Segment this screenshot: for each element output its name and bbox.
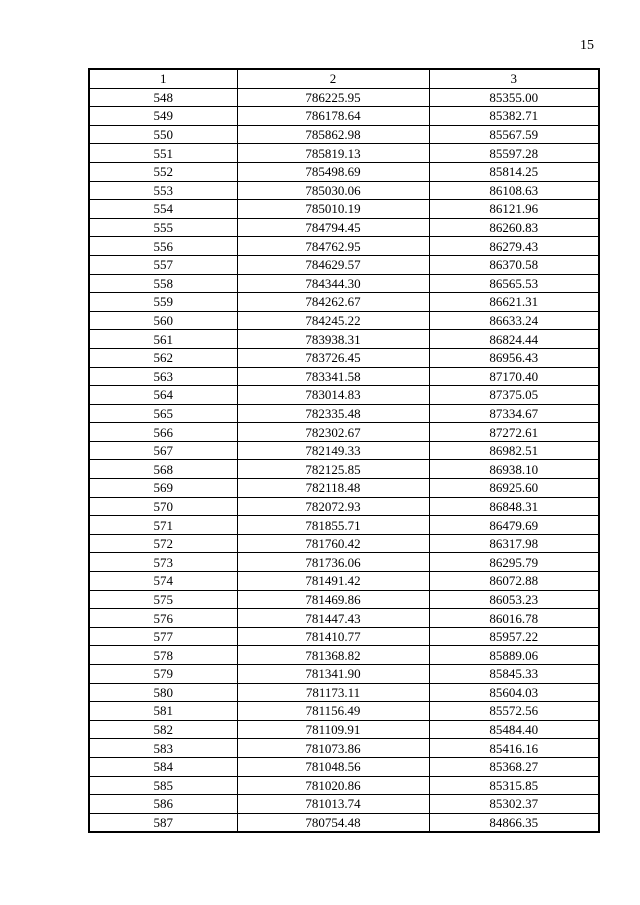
table-cell: 86121.96 (429, 200, 599, 219)
table-cell: 549 (89, 107, 237, 126)
table-cell: 781736.06 (237, 553, 429, 572)
header-row (89, 69, 599, 88)
table-cell: 581 (89, 702, 237, 721)
table-cell: 85845.33 (429, 665, 599, 684)
table-cell: 552 (89, 162, 237, 181)
table-cell: 781410.77 (237, 627, 429, 646)
table-cell: 564 (89, 386, 237, 405)
table-cell: 577 (89, 627, 237, 646)
table-row (89, 460, 599, 479)
table-cell: 583 (89, 739, 237, 758)
table-cell: 569 (89, 479, 237, 498)
table-cell: 85368.27 (429, 757, 599, 776)
table-cell: 87272.61 (429, 423, 599, 442)
table-cell: 784262.67 (237, 293, 429, 312)
table-cell: 85484.40 (429, 720, 599, 739)
table-cell: 86938.10 (429, 460, 599, 479)
table-cell: 86108.63 (429, 181, 599, 200)
page-number: 15 (580, 38, 594, 53)
table-cell: 786178.64 (237, 107, 429, 126)
table-cell: 565 (89, 404, 237, 423)
table-cell: 780754.48 (237, 813, 429, 832)
table-cell: 567 (89, 441, 237, 460)
table-row (89, 497, 599, 516)
table-row (89, 348, 599, 367)
table-cell: 566 (89, 423, 237, 442)
table-cell: 781156.49 (237, 702, 429, 721)
table-row (89, 479, 599, 498)
table-cell: 85302.37 (429, 795, 599, 814)
table-row (89, 683, 599, 702)
table-row (89, 293, 599, 312)
table-cell: 786225.95 (237, 88, 429, 107)
table-row (89, 255, 599, 274)
table-cell: 575 (89, 590, 237, 609)
table-cell: 562 (89, 348, 237, 367)
table-row (89, 665, 599, 684)
table-row (89, 739, 599, 758)
table-cell: 784245.22 (237, 311, 429, 330)
column-header-1: 1 (89, 69, 237, 88)
table-cell: 87170.40 (429, 367, 599, 386)
table-cell: 86565.53 (429, 274, 599, 293)
table-cell: 580 (89, 683, 237, 702)
table-cell: 559 (89, 293, 237, 312)
table-cell: 86072.88 (429, 572, 599, 591)
table-cell: 783938.31 (237, 330, 429, 349)
table-cell: 785862.98 (237, 125, 429, 144)
table-cell: 555 (89, 218, 237, 237)
table-cell: 85814.25 (429, 162, 599, 181)
table-cell: 584 (89, 757, 237, 776)
table-cell: 782125.85 (237, 460, 429, 479)
table-cell: 86956.43 (429, 348, 599, 367)
table-row (89, 627, 599, 646)
table-cell: 585 (89, 776, 237, 795)
table-cell: 561 (89, 330, 237, 349)
table-cell: 781341.90 (237, 665, 429, 684)
table-row (89, 200, 599, 219)
table-row (89, 107, 599, 126)
table-cell: 572 (89, 534, 237, 553)
table-cell: 86016.78 (429, 609, 599, 628)
table-cell: 783726.45 (237, 348, 429, 367)
table-cell: 86370.58 (429, 255, 599, 274)
table-cell: 553 (89, 181, 237, 200)
table-cell: 85315.85 (429, 776, 599, 795)
table-row (89, 720, 599, 739)
table-cell: 86295.79 (429, 553, 599, 572)
table-cell: 781073.86 (237, 739, 429, 758)
table-cell: 781109.91 (237, 720, 429, 739)
table-cell: 550 (89, 125, 237, 144)
table-cell: 782149.33 (237, 441, 429, 460)
table-cell: 87375.05 (429, 386, 599, 405)
table-row (89, 702, 599, 721)
table-cell: 556 (89, 237, 237, 256)
table-cell: 785498.69 (237, 162, 429, 181)
column-header-2: 2 (237, 69, 429, 88)
table-cell: 84866.35 (429, 813, 599, 832)
table-row (89, 646, 599, 665)
table-cell: 586 (89, 795, 237, 814)
table-cell: 86479.69 (429, 516, 599, 535)
table-row (89, 386, 599, 405)
table-cell: 784629.57 (237, 255, 429, 274)
table-cell: 86925.60 (429, 479, 599, 498)
table-cell: 784344.30 (237, 274, 429, 293)
table-cell: 781469.86 (237, 590, 429, 609)
table-cell: 785030.06 (237, 181, 429, 200)
table-cell: 86982.51 (429, 441, 599, 460)
table-cell: 578 (89, 646, 237, 665)
table-row (89, 795, 599, 814)
table-row (89, 757, 599, 776)
table-cell: 86279.43 (429, 237, 599, 256)
table-row (89, 144, 599, 163)
table-row (89, 516, 599, 535)
table-cell: 548 (89, 88, 237, 107)
table-cell: 558 (89, 274, 237, 293)
table-cell: 87334.67 (429, 404, 599, 423)
table-cell: 86848.31 (429, 497, 599, 516)
table-cell: 85604.03 (429, 683, 599, 702)
table-row (89, 534, 599, 553)
table-row (89, 813, 599, 832)
table-cell: 781173.11 (237, 683, 429, 702)
table-cell: 587 (89, 813, 237, 832)
table-row (89, 572, 599, 591)
table-cell: 86824.44 (429, 330, 599, 349)
table-row (89, 553, 599, 572)
table-row (89, 162, 599, 181)
table-row (89, 311, 599, 330)
table-cell: 579 (89, 665, 237, 684)
table-cell: 576 (89, 609, 237, 628)
table-row (89, 590, 599, 609)
table-row (89, 181, 599, 200)
table-cell: 557 (89, 255, 237, 274)
table-cell: 782302.67 (237, 423, 429, 442)
table-cell: 782118.48 (237, 479, 429, 498)
table-cell: 85382.71 (429, 107, 599, 126)
table-row (89, 125, 599, 144)
table-row (89, 330, 599, 349)
table-cell: 781368.82 (237, 646, 429, 665)
table-cell: 568 (89, 460, 237, 479)
table-cell: 86621.31 (429, 293, 599, 312)
table-header (89, 69, 599, 88)
table-cell: 574 (89, 572, 237, 591)
table-cell: 573 (89, 553, 237, 572)
table-row (89, 274, 599, 293)
table-cell: 781491.42 (237, 572, 429, 591)
table-cell: 85567.59 (429, 125, 599, 144)
table-cell: 782335.48 (237, 404, 429, 423)
table-cell: 784794.45 (237, 218, 429, 237)
table-row (89, 88, 599, 107)
table-row (89, 423, 599, 442)
table-cell: 784762.95 (237, 237, 429, 256)
table-cell: 86633.24 (429, 311, 599, 330)
table-cell: 86260.83 (429, 218, 599, 237)
table-row (89, 237, 599, 256)
table-cell: 86317.98 (429, 534, 599, 553)
table-row (89, 441, 599, 460)
table-cell: 85572.56 (429, 702, 599, 721)
table-row (89, 218, 599, 237)
table-body (89, 88, 599, 832)
table-cell: 554 (89, 200, 237, 219)
table-cell: 781855.71 (237, 516, 429, 535)
table-cell: 85889.06 (429, 646, 599, 665)
table-cell: 781048.56 (237, 757, 429, 776)
table-cell: 85597.28 (429, 144, 599, 163)
table-cell: 570 (89, 497, 237, 516)
table-cell: 781013.74 (237, 795, 429, 814)
table-cell: 551 (89, 144, 237, 163)
coordinates-table (88, 68, 600, 833)
table-cell: 86053.23 (429, 590, 599, 609)
table-cell: 781020.86 (237, 776, 429, 795)
table-cell: 785819.13 (237, 144, 429, 163)
table-row (89, 404, 599, 423)
column-header-3: 3 (429, 69, 599, 88)
table-cell: 783341.58 (237, 367, 429, 386)
table-cell: 85355.00 (429, 88, 599, 107)
table-cell: 571 (89, 516, 237, 535)
table-cell: 85416.16 (429, 739, 599, 758)
table-cell: 783014.83 (237, 386, 429, 405)
table-cell: 781760.42 (237, 534, 429, 553)
table-cell: 785010.19 (237, 200, 429, 219)
table-cell: 582 (89, 720, 237, 739)
table-row (89, 776, 599, 795)
table-cell: 560 (89, 311, 237, 330)
table-cell: 563 (89, 367, 237, 386)
table-cell: 781447.43 (237, 609, 429, 628)
table-cell: 782072.93 (237, 497, 429, 516)
table-row (89, 367, 599, 386)
table-cell: 85957.22 (429, 627, 599, 646)
table-row (89, 609, 599, 628)
